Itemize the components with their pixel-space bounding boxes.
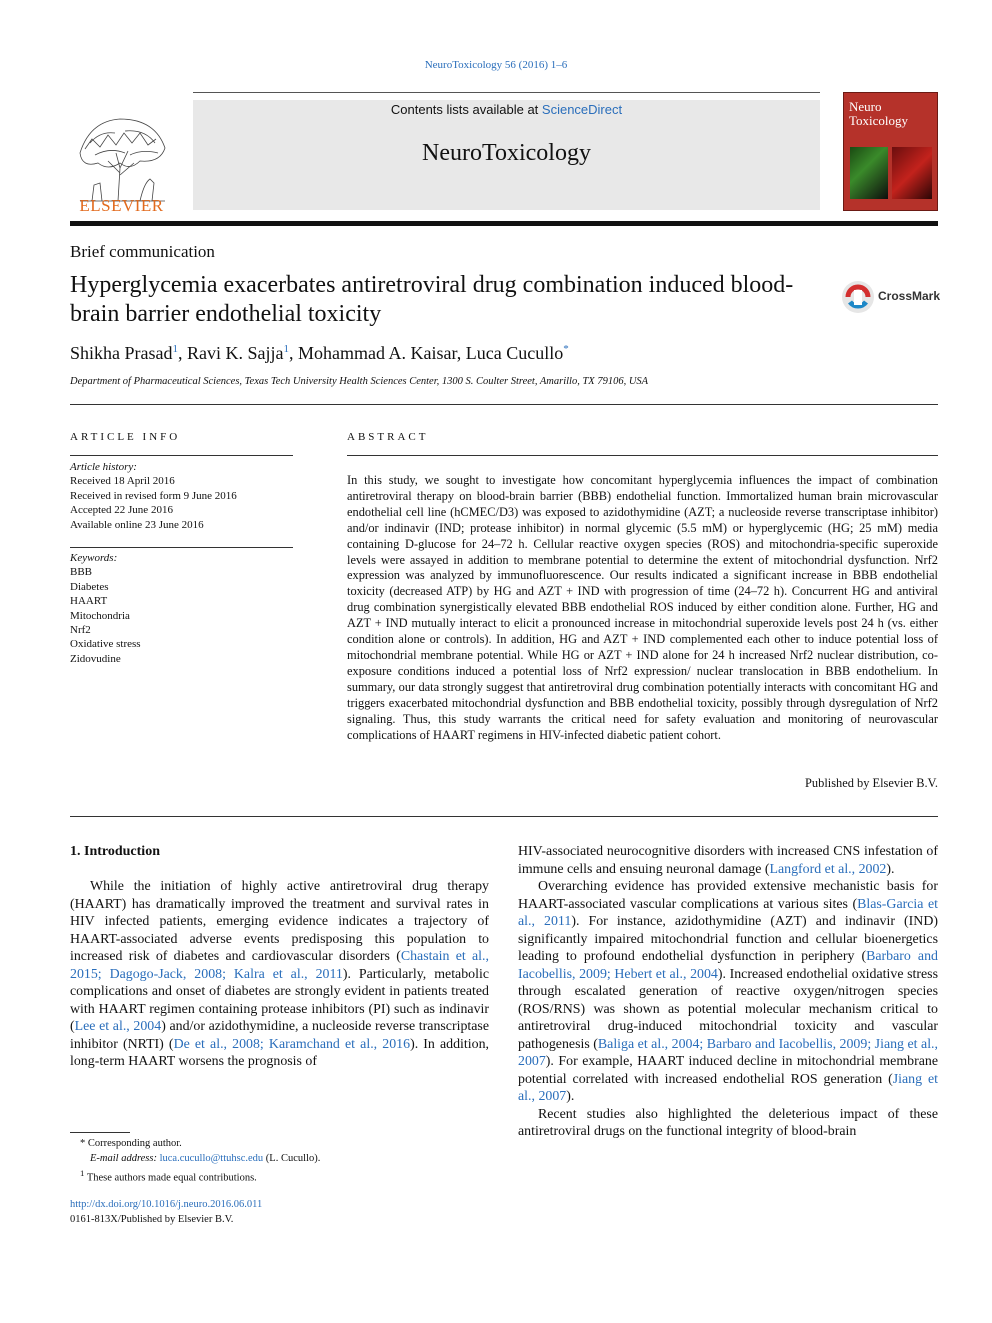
contents-availability bbox=[193, 102, 820, 117]
footnote-mark: * bbox=[80, 1138, 86, 1149]
footnote-mark: 1 bbox=[80, 1168, 85, 1178]
citation-link[interactable]: Chastain et al., 2015; Dagogo-Jack, 2008; Kalra et al., 2011 bbox=[70, 949, 489, 982]
author-footnote-mark[interactable]: 1 bbox=[172, 343, 178, 355]
section-heading-introduction: 1. Introduction bbox=[70, 844, 160, 859]
footnote-text: Corresponding author. bbox=[87, 1138, 182, 1149]
email-suffix: (L. Cucullo). bbox=[265, 1152, 321, 1164]
contents-prefix: Contents lists available at bbox=[390, 102, 542, 117]
body-column-right bbox=[518, 843, 938, 1141]
divider bbox=[347, 455, 938, 456]
journal-name[interactable]: NeuroToxicology bbox=[422, 140, 591, 166]
footnote-equal-contribution bbox=[70, 1166, 489, 1186]
author-name[interactable]: Ravi K. Sajja bbox=[187, 343, 284, 363]
publisher-note: Published by Elsevier B.V. bbox=[805, 776, 938, 790]
header-thick-rule bbox=[70, 221, 938, 226]
divider bbox=[70, 547, 293, 548]
footnotes bbox=[70, 1137, 489, 1186]
journal-cover-thumbnail[interactable] bbox=[843, 92, 938, 211]
divider bbox=[70, 455, 293, 456]
doi-block bbox=[70, 1198, 262, 1227]
corresponding-author-mark[interactable]: * bbox=[563, 343, 569, 355]
keyword-item: HAART bbox=[70, 595, 108, 608]
keyword-item: BBB bbox=[70, 566, 93, 579]
author-name[interactable]: Luca Cucullo bbox=[465, 343, 564, 363]
keywords bbox=[70, 551, 293, 666]
footnote-rule bbox=[70, 1132, 130, 1133]
text-run: ). Particularly, metabolic complications and onset of diabetes are strongly evident in patients treated with HAART regimen containing protease inhibitors (PI) such as indinavir ( bbox=[70, 966, 489, 1034]
history-item: Received in revised form 9 June 2016 bbox=[70, 489, 237, 502]
cover-image-green bbox=[850, 147, 888, 199]
citation-link[interactable]: Lee et al., 2004 bbox=[74, 1019, 162, 1034]
text-run: ) and/or azidothymidine, a nucleoside reverse transcriptase inhibitor (NRTI) ( bbox=[70, 1019, 489, 1052]
header-top-rule bbox=[193, 92, 820, 93]
email-link[interactable]: luca.cucullo@ttuhsc.edu bbox=[159, 1152, 264, 1164]
history-item: Accepted 22 June 2016 bbox=[70, 504, 173, 517]
keyword-item: Mitochondria bbox=[70, 609, 130, 622]
crossmark-label[interactable]: CrossMark bbox=[878, 289, 941, 303]
elsevier-wordmark[interactable]: ELSEVIER bbox=[79, 196, 164, 215]
text-run: ). For example, HAART induced decline in mitochondrial membrane potential correlated with increased endothelial ROS generation ( bbox=[518, 1054, 938, 1087]
abstract-heading: ABSTRACT bbox=[347, 431, 429, 443]
history-label: Article history: bbox=[70, 461, 137, 473]
citation-link[interactable]: Langford et al., 2002 bbox=[769, 861, 887, 877]
keywords-label: Keywords: bbox=[70, 552, 118, 564]
sciencedirect-link[interactable]: ScienceDirect bbox=[541, 102, 623, 117]
text-run: Overarching evidence has provided extensive mechanistic basis for HAART-associated vascular complications at various sites ( bbox=[518, 879, 938, 912]
cover-title bbox=[849, 100, 908, 128]
paragraph: Recent studies also highlighted the deleterious impact of these antiretroviral drugs on the functional integrity of blood-brain bbox=[518, 1106, 938, 1139]
footnote-email bbox=[70, 1152, 489, 1167]
citation-link[interactable]: Baliga et al., 2004; Barbaro and Iacobellis, 2009; Jiang et al., 2007 bbox=[518, 1036, 938, 1069]
keyword-item: Oxidative stress bbox=[70, 638, 141, 651]
author-footnote-mark[interactable]: 1 bbox=[283, 343, 289, 355]
author-list: Shikha Prasad$^1$, Ravi K. Sajja$^1$, Mohammad A. Kaisar, Luca Cucullo* bbox=[70, 343, 569, 363]
keyword-item: Zidovudine bbox=[70, 652, 121, 665]
text-run: ). Increased endothelial oxidative stress through escalated generation of reactive oxygen/nitrogen species (ROS/RNS) was shown as potential molecular mechanism critical to antiretroviral drug-induced mitochondrial toxicity and vascular pathogenesis ( bbox=[518, 966, 938, 1052]
doi-link[interactable]: http://dx.doi.org/10.1016/j.neuro.2016.06.011 bbox=[70, 1199, 263, 1210]
history-item: Available online 23 June 2016 bbox=[70, 518, 204, 531]
history-item: Received 18 April 2016 bbox=[70, 475, 175, 488]
citation-link[interactable]: Barbaro and Iacobellis, 2009; Hebert et al., 2004 bbox=[518, 949, 938, 982]
email-label: E-mail address: bbox=[90, 1152, 157, 1164]
author-affiliation: Department of Pharmaceutical Sciences, Texas Tech University Health Sciences Center, 1300 S. Coulter Street, Amarillo, TX 79106, USA bbox=[70, 376, 649, 387]
footnote-text: These authors made equal contributions. bbox=[86, 1172, 257, 1184]
article-title: Hyperglycemia exacerbates antiretroviral drug combination induced blood-brain barrier endothelial toxicity bbox=[70, 272, 794, 327]
text-run: ). In addition, long-term HAART worsens the prognosis of bbox=[70, 1036, 489, 1069]
text-run: While the initiation of highly active antiretroviral drug therapy (HAART) has dramatically improved the treatment and survival rates in HIV infected patients, emerging evidence indicates a trajectory of HAART-associated adverse events predisposing this population to increased risk of diabetes and cardiovascular disorders ( bbox=[70, 879, 489, 964]
cover-title-line2: Toxicology bbox=[849, 113, 909, 128]
divider bbox=[70, 816, 938, 817]
citation-link[interactable]: De et al., 2008; Karamchand et al., 2016 bbox=[173, 1036, 411, 1052]
keyword-item: Nrf2 bbox=[70, 624, 91, 637]
journal-reference-link[interactable]: NeuroToxicology 56 (2016) 1–6 bbox=[424, 59, 568, 71]
citation-link[interactable]: Jiang et al., 2007 bbox=[518, 1071, 938, 1104]
article-history bbox=[70, 460, 293, 532]
abstract-text: In this study, we sought to investigate how concomitant hyperglycemia influences the impact of combination antiretroviral therapy on blood-brain barrier (BBB) endothelial function. Immortalized human brain microvascular endothelial cell line (hCMEC/D3) was exposed to azidothymidine (AZT; a nucleoside reverse transcriptase inhibitor) and/or indinavir (IND; protease inhibitor) in normal glycemic (5.5 mM) or hyperglycemic (HG; 25 mM) media containing D-glucose for 24–72 h. Cellular reactive oxygen species (ROS) and mitochondria-specific superoxide levels were assayed in addition to membrane potential to determine the extent of mitochondrial dysfunction. Nrf2 expression was analyzed by immunofluorescence. Our results indicated a significant increase in BBB endothelial toxicity (decreased ATP) by HG and AZT + IND with progression of time (24–72 h). Concurrent HG and antiviral drug combination synergistically elevated BBB endothelial ROS induced by either condition alone. Further, HG and AZT + IND mutually interact to elicit a pronounced increase in mitochondrial superoxide levels post 24 h (vs. either condition alone or controls). In addition, HG and AZT + IND complemented each other to induce potential loss of mitochondrial membrane potential. While HG or AZT + IND alone for 24 h increased Nrf2 nuclear distribution, co-exposure conditions induced a potential loss of Nrf2 expression/ nuclear translocation in BBB endothelium. In summary, our data strongly suggest that antiretroviral drug combination potentially interacts with concomitant HG and triggers exacerbated mitochondrial dysfunction and BBB endothelial toxicity, possibly through dysregulation of Nrf2 signaling. Thus, this study warrants the critical need for safety evaluation and monitoring of neurovascular complications of HAART regimens in HIV-infected diabetic patient cohort. bbox=[347, 473, 938, 742]
paragraph bbox=[518, 878, 938, 1106]
cover-image-red bbox=[892, 147, 932, 199]
article-type: Brief communication bbox=[70, 242, 215, 261]
author-name[interactable]: Shikha Prasad bbox=[70, 343, 173, 363]
citation-link[interactable]: Blas-Garcia et al., 2011 bbox=[518, 896, 938, 929]
cover-title-line1: Neuro bbox=[849, 99, 882, 114]
article-info-heading: ARTICLE INFO bbox=[70, 431, 181, 443]
text-run: ). bbox=[566, 1089, 575, 1104]
text-run: HIV-associated neurocognitive disorders with increased CNS infestation of immune cells and ensuing neuronal damage ( bbox=[518, 844, 938, 877]
text-run: ). For instance, azidothymidine (AZT) and indinavir (IND) significantly impaired mitochondrial function and cellular bioenergetics leading to profound endothelial dysfunction in periphery ( bbox=[518, 914, 938, 964]
paragraph bbox=[70, 878, 489, 1071]
divider bbox=[70, 404, 938, 405]
keyword-item: Diabetes bbox=[70, 580, 109, 593]
text-run: ). bbox=[886, 861, 895, 877]
paragraph bbox=[518, 843, 938, 878]
footnote-corresponding bbox=[70, 1137, 489, 1152]
issn-line: 0161-813X/Published by Elsevier B.V. bbox=[70, 1213, 234, 1225]
body-column-left bbox=[70, 878, 489, 1071]
author-name[interactable]: Mohammad A. Kaisar bbox=[298, 343, 457, 363]
